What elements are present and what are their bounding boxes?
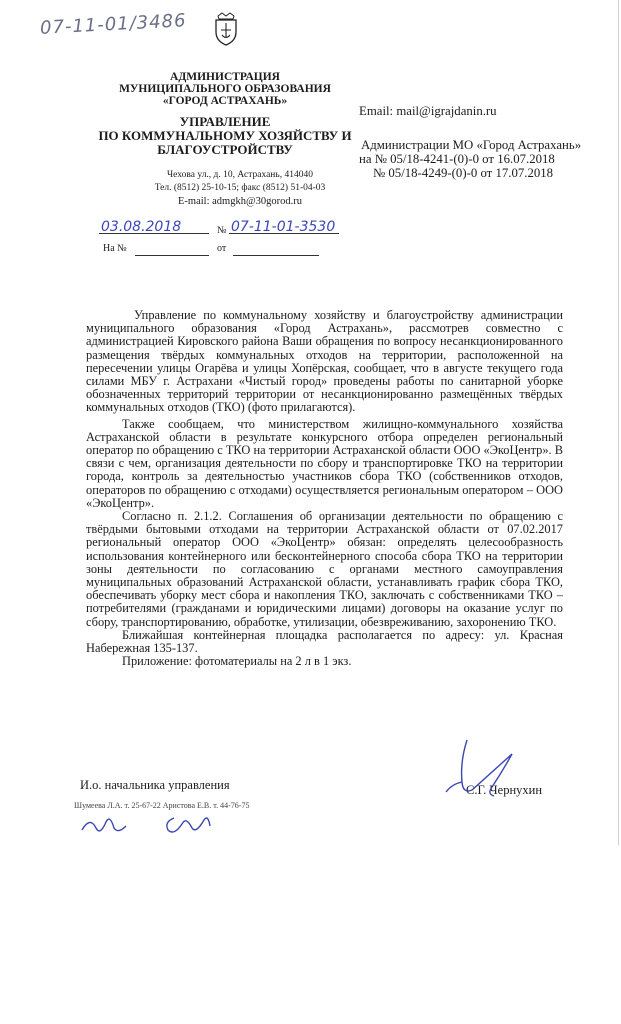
recipient-line-2: на № 05/18-4241-(0)-0 от 16.07.2018 [359,152,555,166]
signer-name: С.Г. Чернухин [466,783,543,797]
incoming-from-line [233,255,319,256]
letter-body [86,309,563,668]
outgoing-date: 03.08.2018 [101,219,182,235]
recipient-line-3: № 05/18-4249-(0)-0 от 17.07.2018 [373,166,554,180]
paragraph-4: Ближайшая контейнерная площадка располагается по адресу: ул. Красная Набережная 135-137. [86,627,563,656]
paragraph-5: Приложение: фотоматериалы на 2 л в 1 экз. [122,654,352,669]
dept-line-2: ПО КОММУНАЛЬНОМУ ХОЗЯЙСТВУ И [98,128,352,143]
contact-email: E-mail: admgkh@30gorod.ru [178,196,302,207]
organization-header [80,71,370,107]
incoming-from-label: от [217,243,227,254]
recipient-block [359,104,599,180]
dept-line-3: БЛАГОУСТРОЙСТВУ [157,142,293,157]
org-line-1: АДМИНИСТРАЦИЯ [170,71,280,83]
date-underline [99,233,209,234]
recipient-email: Email: mail@igrajdanin.ru [359,104,497,118]
number-underline [229,233,339,234]
signature [432,732,522,812]
executors-line: Шумеева Л.А. т. 25-67-22 Аристова Е.В. т. 44-76-75 [74,801,250,810]
coat-of-arms-emblem [213,12,239,46]
number-label: № [217,225,227,236]
contact-address: Чехова ул., д. 10, Астрахань, 414040 [167,170,313,180]
paragraph-1: Управление по коммунальному хозяйству и благоустройству администрации муниципального образования «Город Астрахань», рассмотрев совместно с администрацией Кировского района Ваши обращения по вопросу несанкционированного размещения твёрдых коммунальных отходов на территории, расположенной на пересечении улицы Огарёва и улицы Хопёрская, сообщает, что в августе текущего года силами МБУ г. Астрахани «Чистый город» проведены работы по санитарной уборке обозначенных территорий территории от несанкционированно размещённых твёрдых коммунальных отходов (ТКО) (фото прилагаются). [86,308,563,415]
handwritten-registration-number: 07-11-01/3486 [39,10,188,39]
paragraph-3: Согласно п. 2.1.2. Соглашения об организации деятельности по обращению с твёрдыми бытовыми отходами на территории Астраханской области от 07.02.2017 региональный оператор ООО «ЭкоЦентр» обязан: определять целесообразность использования контейнерного или бесконтейнерного способа сбора ТКО на территории зоны деятельности по согласованию с органами местного самоуправления муниципальных образований Астраханской области, устанавливать график сбора ТКО, обеспечивать уборку мест сбора и накопления ТКО, заключать с собственниками ТКО – потребителями (гражданами и юридическими лицами) договоры на оказание услуг по сбору, транспортированию, обработке, утилизации, обезвреживанию, захоронению ТКО. [86,509,563,629]
dept-line-1: УПРАВЛЕНИЕ [179,114,271,129]
incoming-reference [99,243,339,261]
incoming-number-line [135,255,209,256]
department-header [80,115,370,157]
incoming-number-label: На № [103,243,127,254]
outgoing-number: 07-11-01-3530 [231,219,336,235]
recipient-line-1: Администрации МО «Город Астрахань» [361,138,582,152]
department-contacts [110,169,370,208]
page-edge [618,0,619,845]
signer-title: И.о. начальника управления [80,778,230,792]
contact-phone: Тел. (8512) 25-10-15; факс (8512) 51-04-03 [154,183,326,193]
org-line-3: «ГОРОД АСТРАХАНЬ» [162,95,288,107]
paragraph-2: Также сообщаем, что министерством жилищно-коммунального хозяйства Астраханской области в результате конкурсного отбора определен региональный оператор по обращению с ТКО на территории Астраханской области ООО «ЭкоЦентр». В связи с чем, организация деятельности по сбору и транспортировке ТКО на территории города, контроль за деятельностью участников сбора ТКО (собственников отходов, операторов по обращению с отходами) осуществляется региональным оператором – ООО «ЭкоЦентр». [86,416,563,510]
org-line-2: МУНИЦИПАЛЬНОГО ОБРАЗОВАНИЯ [119,83,331,95]
outgoing-reference [99,219,339,239]
executor-initials [78,810,238,840]
